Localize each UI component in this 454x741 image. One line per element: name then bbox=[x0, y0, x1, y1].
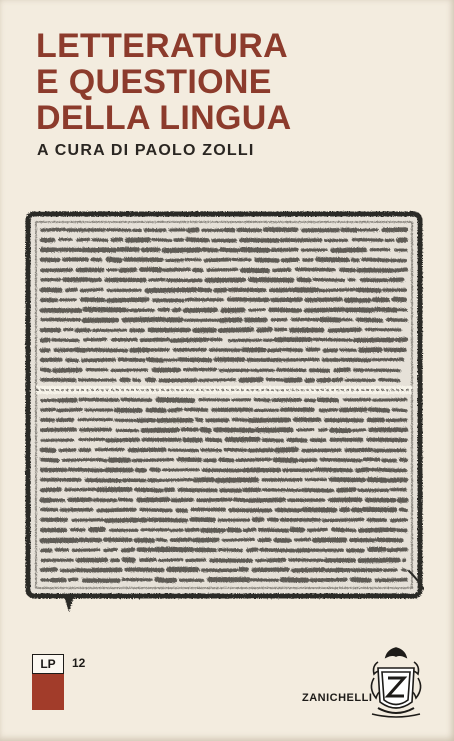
printed-page-illustration bbox=[24, 210, 424, 615]
publisher-name: ZANICHELLI bbox=[302, 692, 373, 704]
title-line-3: DELLA LINGUA bbox=[36, 99, 292, 137]
series-number: 12 bbox=[72, 656, 86, 670]
book-title bbox=[36, 28, 446, 136]
editor-credit: A CURA DI PAOLO ZOLLI bbox=[37, 142, 255, 159]
zanichelli-crest-logo bbox=[364, 644, 428, 720]
title-line-2: E QUESTIONE bbox=[36, 63, 272, 101]
series-color-block bbox=[32, 674, 64, 710]
series-code: LP bbox=[32, 654, 64, 674]
title-line-1: LETTERATURA bbox=[36, 27, 288, 65]
series-badge bbox=[32, 654, 64, 710]
